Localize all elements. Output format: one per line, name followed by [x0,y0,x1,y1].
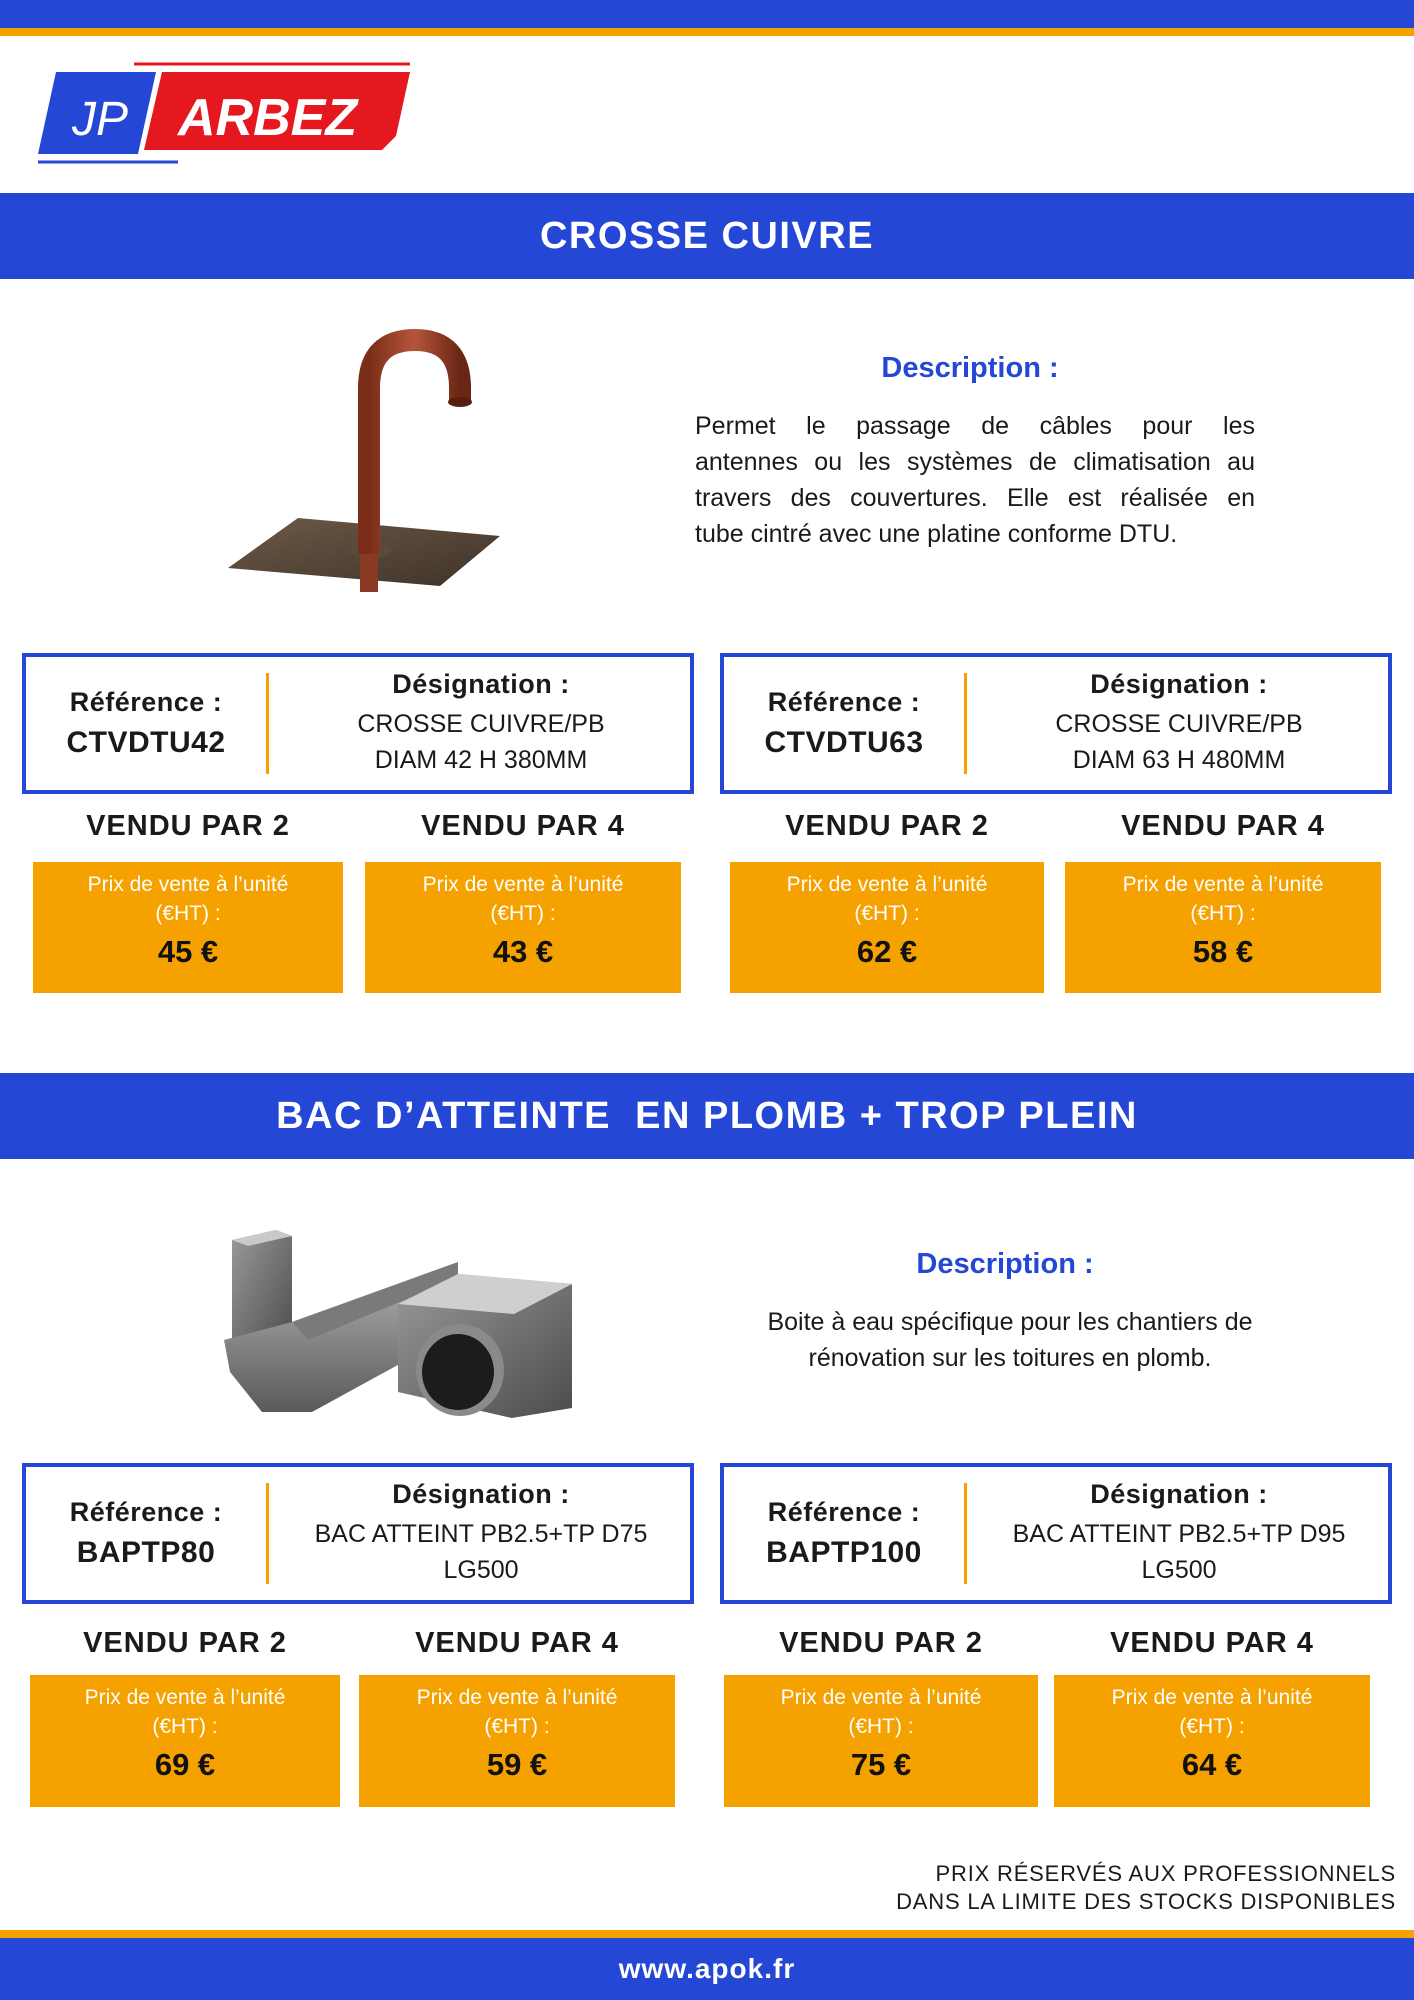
section-title: CROSSE CUIVRE [539,214,875,257]
price-caption: Prix de vente à l’unité [1122,873,1324,896]
sold-by-label: VENDU PAR 2 [83,1627,287,1659]
description-line: rénovation sur les toitures en plomb. [808,1344,1212,1372]
designation-label: Désignation : [392,669,570,699]
professional-notice [896,1860,1396,1916]
logo-text-arbez: ARBEZ [178,89,358,147]
section-banner-bac-atteinte [0,1073,1414,1159]
price-caption-unit: (€HT) : [854,902,920,925]
reference-code: BAPTP80 [76,1536,216,1569]
designation-label: Désignation : [392,1479,570,1509]
description-line: Boite à eau spécifique pour les chantiers de [767,1308,1253,1336]
price-caption: Prix de vente à l’unité [786,873,988,896]
price-box [33,862,343,993]
top-accent-bar [0,28,1414,36]
designation-label: Désignation : [1090,1479,1268,1509]
price-caption-unit: (€HT) : [1190,902,1256,925]
price-caption: Prix de vente à l’unité [416,1686,618,1709]
price-caption-unit: (€HT) : [1179,1715,1245,1738]
reference-card [22,1463,694,1604]
sold-by-label: VENDU PAR 4 [421,810,625,842]
description-line: Permet le passage de câbles pour les [695,412,1255,440]
price-caption-unit: (€HT) : [490,902,556,925]
designation-line: LG500 [1141,1556,1217,1584]
sold-by-label: VENDU PAR 4 [415,1627,619,1659]
designation-line: LG500 [443,1556,519,1584]
reference-code: CTVDTU42 [66,726,226,759]
unit-price: 69 € [154,1747,216,1782]
designation-line: CROSSE CUIVRE/PB [1055,710,1303,738]
unit-price: 59 € [486,1747,548,1782]
price-box [730,862,1044,993]
price-caption-unit: (€HT) : [155,902,221,925]
price-caption: Prix de vente à l’unité [1111,1686,1313,1709]
top-bar [0,0,1414,28]
unit-price: 64 € [1181,1747,1243,1782]
logo-graphic [38,58,414,164]
logo-text-jp: JP [72,93,129,146]
description-text [720,1304,1300,1376]
designation-line: DIAM 63 H 480MM [1072,746,1286,774]
reference-label: Référence : [767,687,921,717]
price-caption: Prix de vente à l’unité [84,1686,286,1709]
price-box [1054,1675,1370,1807]
product-image-bac-atteinte [222,1222,578,1422]
price-caption: Prix de vente à l’unité [422,873,624,896]
sold-by-label: VENDU PAR 4 [1121,810,1325,842]
description-line: tube cintré avec une platine conforme DTU. [695,520,1178,548]
brand-logo[interactable] [38,58,414,164]
price-caption-unit: (€HT) : [484,1715,550,1738]
reference-card [720,653,1392,794]
card-divider [266,673,269,774]
price-caption: Prix de vente à l’unité [780,1686,982,1709]
section-title: BAC D’ATTEINTE EN PLOMB + TROP PLEIN [276,1094,1138,1137]
unit-price: 58 € [1192,934,1254,969]
price-box [365,862,681,993]
sold-by-label: VENDU PAR 2 [785,810,989,842]
card-divider [266,1483,269,1584]
bottom-accent-bar [0,1930,1414,1938]
price-box [1065,862,1381,993]
description-line: travers des couvertures. Elle est réalisée en [695,484,1255,512]
sold-by-label: VENDU PAR 2 [86,810,290,842]
reference-card [22,653,694,794]
price-box [359,1675,675,1807]
product-image-crosse-cuivre [220,318,510,600]
unit-price: 45 € [157,934,219,969]
designation-line: BAC ATTEINT PB2.5+TP D95 [1012,1520,1346,1548]
designation-line: DIAM 42 H 380MM [374,746,588,774]
description-line: antennes ou les systèmes de climatisation au [695,448,1255,476]
price-caption-unit: (€HT) : [848,1715,914,1738]
notice-line: DANS LA LIMITE DES STOCKS DISPONIBLES [896,1889,1396,1914]
reference-label: Référence : [69,687,223,717]
reference-label: Référence : [69,1497,223,1527]
unit-price: 75 € [850,1747,912,1782]
reference-card [720,1463,1392,1604]
description-text [695,408,1255,552]
section-banner-crosse-cuivre [0,193,1414,279]
notice-line: PRIX RÉSERVÉS AUX PROFESSIONNELS [935,1861,1396,1886]
price-caption-unit: (€HT) : [152,1715,218,1738]
reference-code: BAPTP100 [766,1536,922,1569]
unit-price: 62 € [856,934,918,969]
website-link[interactable]: www.apok.fr [618,1953,796,1984]
designation-line: CROSSE CUIVRE/PB [357,710,605,738]
description-title: Description : [916,1248,1094,1280]
card-divider [964,1483,967,1584]
price-caption: Prix de vente à l’unité [87,873,289,896]
sold-by-label: VENDU PAR 4 [1110,1627,1314,1659]
price-box [30,1675,340,1807]
price-box [724,1675,1038,1807]
designation-label: Désignation : [1090,669,1268,699]
reference-code: CTVDTU63 [764,726,924,759]
sold-by-label: VENDU PAR 2 [779,1627,983,1659]
reference-label: Référence : [767,1497,921,1527]
designation-line: BAC ATTEINT PB2.5+TP D75 [314,1520,648,1548]
unit-price: 43 € [492,934,554,969]
description-title: Description : [881,352,1059,384]
footer-bar [0,1938,1414,2000]
card-divider [964,673,967,774]
